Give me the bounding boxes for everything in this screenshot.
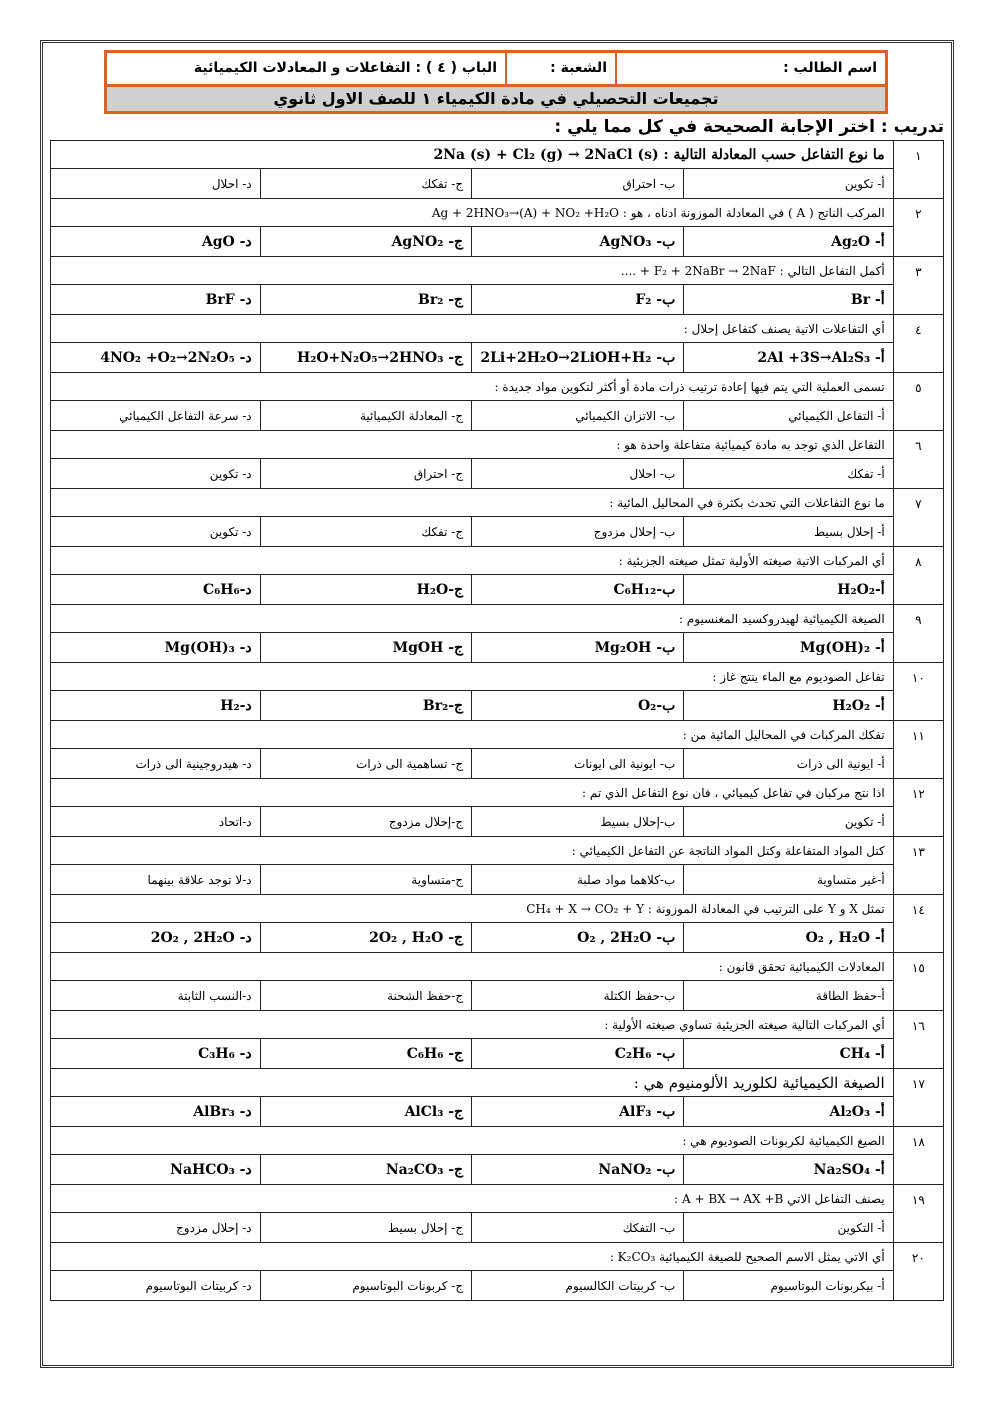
question-text: الصيغة الكيميائية لهيدروكسيد المغنسيوم :: [51, 605, 894, 633]
answer-option[interactable]: أ- ايونية الى ذرات: [684, 749, 893, 779]
question-text: أي المركبات التالية صيغته الجزيئية تساوي صيغته الأولية :: [51, 1011, 894, 1039]
answer-option[interactable]: د-C₆H₆: [51, 575, 261, 605]
answer-option[interactable]: ب-O₂: [472, 691, 684, 721]
question-text: التفاعل الذي توجد به مادة كيميائية متفاعلة واحدة هو :: [51, 431, 894, 459]
answer-option[interactable]: أ-H₂O₂: [684, 575, 893, 605]
question-number: ٧: [893, 489, 943, 547]
question-text: المركب الناتج ( A ) في المعادلة الموزونة ادناه ، هو : Ag + 2HNO₃→(A) + NO₂ +H₂O: [51, 199, 894, 227]
question-text: الصيغ الكيميائية لكربونات الصوديوم هي :: [51, 1127, 894, 1155]
answer-option[interactable]: ب- NaNO₂: [472, 1155, 684, 1185]
question-number: ٩: [893, 605, 943, 663]
question-number: ١٩: [893, 1185, 943, 1243]
options-row: [51, 227, 944, 257]
answer-option[interactable]: ب-حفظ الكتلة: [472, 981, 684, 1011]
content: [50, 50, 944, 1301]
question-row: [51, 199, 944, 227]
question-text: أكمل التفاعل التالي : F₂ + 2NaBr → 2NaF + ....: [51, 257, 894, 285]
instruction: تدريب : اختر الإجابة الصحيحة في كل مما يلي :: [554, 117, 944, 137]
options-row: [51, 1155, 944, 1185]
answer-option[interactable]: ب- F₂: [472, 285, 684, 315]
section-field[interactable]: الشعبة :: [505, 53, 615, 84]
question-text: أي الاتي يمثل الاسم الصحيح للصيغة الكيميائية K₂CO₃ :: [51, 1243, 894, 1271]
answer-option[interactable]: أ- إحلال بسيط: [684, 517, 893, 547]
question-text: تفاعل الصوديوم مع الماء ينتج غاز :: [51, 663, 894, 691]
answer-option[interactable]: د- سرعة التفاعل الكيميائي: [51, 401, 261, 431]
answer-option[interactable]: أ- O₂ , H₂O: [684, 923, 893, 953]
question-number: ٦: [893, 431, 943, 489]
answer-option[interactable]: ب- الاتزان الكيميائي: [472, 401, 684, 431]
answer-option[interactable]: أ- Al₂O₃: [684, 1097, 893, 1127]
answer-option[interactable]: أ- 2Al +3S→Al₂S₃: [684, 343, 893, 373]
answer-option[interactable]: أ- Ag₂O: [684, 227, 893, 257]
question-text: تمثل X و Y على الترتيب في المعادلة الموزونة : CH₄ + X → CO₂ + Y: [51, 895, 894, 923]
answer-option[interactable]: د- BrF: [51, 285, 261, 315]
answer-option[interactable]: ب- احلال: [472, 459, 684, 489]
answer-option[interactable]: ج-متساوية: [260, 865, 471, 895]
options-row: [51, 865, 944, 895]
answer-option[interactable]: ب- AlF₃: [472, 1097, 684, 1127]
answer-option[interactable]: ج- Na₂CO₃: [260, 1155, 471, 1185]
answer-option[interactable]: ج-H₂O: [260, 575, 471, 605]
answer-option[interactable]: د- 2O₂ , 2H₂O: [51, 923, 261, 953]
options-row: [51, 633, 944, 663]
answer-option[interactable]: ج- 2O₂ , H₂O: [260, 923, 471, 953]
answer-option[interactable]: د-النسب الثابتة: [51, 981, 261, 1011]
answer-option[interactable]: أ- تفكك: [684, 459, 893, 489]
answer-option[interactable]: د- Mg(OH)₃: [51, 633, 261, 663]
options-row: [51, 169, 944, 199]
answer-option[interactable]: ب- O₂ , 2H₂O: [472, 923, 684, 953]
answer-option[interactable]: د- تكوين: [51, 459, 261, 489]
options-row: [51, 981, 944, 1011]
answer-option[interactable]: ب-إحلال بسيط: [472, 807, 684, 837]
question-row: [51, 721, 944, 749]
answer-option[interactable]: أ-حفظ الطاقة: [684, 981, 893, 1011]
answer-option[interactable]: أ- بيكربونات البوتاسيوم: [684, 1271, 893, 1301]
answer-option[interactable]: أ- Br: [684, 285, 893, 315]
answer-option[interactable]: د- NaHCO₃: [51, 1155, 261, 1185]
worksheet-title: تجميعات التحصيلي في مادة الكيمياء ١ للصف الاول ثانوي: [107, 84, 885, 111]
options-row: [51, 923, 944, 953]
answer-option[interactable]: د-لا توجد علاقة بينهما: [51, 865, 261, 895]
answer-option[interactable]: ب- C₂H₆: [472, 1039, 684, 1069]
answer-option[interactable]: أ- التكوين: [684, 1213, 893, 1243]
question-text: تفكك المركبات في المحاليل المائية من :: [51, 721, 894, 749]
question-text: ما نوع التفاعلات التي تحدث بكثرة في المحاليل المائية :: [51, 489, 894, 517]
question-text: يصنف التفاعل الاتي A + BX → AX +B :: [51, 1185, 894, 1213]
question-number: ١٠: [893, 663, 943, 721]
question-number: ٢: [893, 199, 943, 257]
answer-option[interactable]: ج- المعادلة الكيميائية: [260, 401, 471, 431]
answer-option[interactable]: ج- Br₂: [260, 285, 471, 315]
answer-option[interactable]: ج- MgOH: [260, 633, 471, 663]
options-row: [51, 517, 944, 547]
answer-option[interactable]: ب- التفكك: [472, 1213, 684, 1243]
question-number: ٣: [893, 257, 943, 315]
options-row: [51, 749, 944, 779]
answer-option[interactable]: ب-كلاهما مواد صلبة: [472, 865, 684, 895]
student-name-field[interactable]: اسم الطالب :: [615, 53, 885, 84]
answer-option[interactable]: ج- تفكك: [260, 517, 471, 547]
question-text: اذا نتج مركبان في تفاعل كيميائي ، فان نوع التفاعل الذي تم :: [51, 779, 894, 807]
header-box: [104, 50, 888, 114]
answer-option[interactable]: أ- التفاعل الكيميائي: [684, 401, 893, 431]
question-text: ما نوع التفاعل حسب المعادلة التالية : 2Na (s) + Cl₂ (g) → 2NaCl (s): [51, 141, 894, 169]
answer-option[interactable]: أ- Mg(OH)₂: [684, 633, 893, 663]
answer-option[interactable]: د- هيدروجينية الى ذرات: [51, 749, 261, 779]
answer-option[interactable]: ج- تساهمية الى ذرات: [260, 749, 471, 779]
question-number: ٨: [893, 547, 943, 605]
question-number: ١١: [893, 721, 943, 779]
answer-option[interactable]: ب- ايونية الى ايونات: [472, 749, 684, 779]
answer-option[interactable]: أ- Na₂SO₄: [684, 1155, 893, 1185]
answer-option[interactable]: د- احلال: [51, 169, 261, 199]
answer-option[interactable]: ج-حفظ الشحنة: [260, 981, 471, 1011]
question-text: كتل المواد المتفاعلة وكتل المواد الناتجة عن التفاعل الكيميائي :: [51, 837, 894, 865]
answer-option[interactable]: د- كربيتات البوتاسيوم: [51, 1271, 261, 1301]
question-number: ٢٠: [893, 1243, 943, 1301]
question-number: ٥: [893, 373, 943, 431]
question-row: [51, 373, 944, 401]
question-text: أي التفاعلات الاتية يصنف كتفاعل إحلال :: [51, 315, 894, 343]
answer-option[interactable]: ب- إحلال مزدوج: [472, 517, 684, 547]
answer-option[interactable]: د- 4NO₂ +O₂→2N₂O₅: [51, 343, 261, 373]
answer-option[interactable]: ب- AgNO₃: [472, 227, 684, 257]
question-row: [51, 141, 944, 169]
question-row: [51, 779, 944, 807]
question-row: [51, 1069, 944, 1097]
options-row: [51, 1213, 944, 1243]
question-row: [51, 663, 944, 691]
question-row: [51, 1011, 944, 1039]
answer-option[interactable]: ج- AlCl₃: [260, 1097, 471, 1127]
options-row: [51, 459, 944, 489]
answer-option[interactable]: ج-Br₂: [260, 691, 471, 721]
question-number: ١: [893, 141, 943, 199]
question-row: [51, 953, 944, 981]
answer-option[interactable]: ج- C₆H₆: [260, 1039, 471, 1069]
options-row: [51, 691, 944, 721]
answer-option[interactable]: ب- Mg₂OH: [472, 633, 684, 663]
question-number: ١٤: [893, 895, 943, 953]
answer-option[interactable]: أ- تكوين: [684, 807, 893, 837]
answer-option[interactable]: ج- إحلال بسيط: [260, 1213, 471, 1243]
question-number: ١٨: [893, 1127, 943, 1185]
answer-option[interactable]: د-H₂: [51, 691, 261, 721]
question-text: تسمى العملية التي يتم فيها إعادة ترتيب ذرات مادة أو أكثر لتكوين مواد جديدة :: [51, 373, 894, 401]
question-row: [51, 1243, 944, 1271]
question-text: الصيغة الكيميائية لكلوريد الألومنيوم هي :: [51, 1069, 894, 1097]
question-row: [51, 315, 944, 343]
options-row: [51, 1097, 944, 1127]
question-number: ١٥: [893, 953, 943, 1011]
answer-option[interactable]: ج- احتراق: [260, 459, 471, 489]
options-row: [51, 807, 944, 837]
answer-option[interactable]: د- تكوين: [51, 517, 261, 547]
question-text: المعادلات الكيميائية تحقق قانون :: [51, 953, 894, 981]
question-row: [51, 895, 944, 923]
answer-option[interactable]: أ-غير متساوية: [684, 865, 893, 895]
question-row: [51, 837, 944, 865]
answer-option[interactable]: د- C₃H₆: [51, 1039, 261, 1069]
answer-option[interactable]: ب- 2Li+2H₂O→2LiOH+H₂: [472, 343, 684, 373]
answer-option[interactable]: د- إحلال مزدوج: [51, 1213, 261, 1243]
answer-option[interactable]: د- AgO: [51, 227, 261, 257]
questions-table: [50, 140, 944, 1301]
options-row: [51, 401, 944, 431]
question-number: ١٦: [893, 1011, 943, 1069]
answer-option[interactable]: ب- كربيتات الكالسيوم: [472, 1271, 684, 1301]
answer-option[interactable]: ج- كربونات البوتاسيوم: [260, 1271, 471, 1301]
answer-option[interactable]: أ- CH₄: [684, 1039, 893, 1069]
question-row: [51, 489, 944, 517]
question-number: ١٧: [893, 1069, 943, 1127]
answer-option[interactable]: ج- AgNO₂: [260, 227, 471, 257]
answer-option[interactable]: د- AlBr₃: [51, 1097, 261, 1127]
answer-option[interactable]: ج- تفكك: [260, 169, 471, 199]
options-row: [51, 575, 944, 605]
question-row: [51, 257, 944, 285]
options-row: [51, 1039, 944, 1069]
question-number: ٤: [893, 315, 943, 373]
answer-option[interactable]: ج- H₂O+N₂O₅→2HNO₃: [260, 343, 471, 373]
question-row: [51, 547, 944, 575]
question-row: [51, 1127, 944, 1155]
options-row: [51, 285, 944, 315]
options-row: [51, 343, 944, 373]
answer-option[interactable]: أ- تكوين: [684, 169, 893, 199]
question-number: ١٢: [893, 779, 943, 837]
answer-option[interactable]: ب-C₆H₁₂: [472, 575, 684, 605]
question-row: [51, 1185, 944, 1213]
question-text: أي المركبات الاتية صيغته الأولية تمثل صيغته الجزيئية :: [51, 547, 894, 575]
answer-option[interactable]: ج-إحلال مزدوج: [260, 807, 471, 837]
question-row: [51, 605, 944, 633]
answer-option[interactable]: ب- احتراق: [472, 169, 684, 199]
chapter-label: الباب ( ٤ ) : التفاعلات و المعادلات الكيميائية: [193, 60, 497, 76]
question-number: ١٣: [893, 837, 943, 895]
question-row: [51, 431, 944, 459]
answer-option[interactable]: د-اتحاد: [51, 807, 261, 837]
options-row: [51, 1271, 944, 1301]
answer-option[interactable]: أ- H₂O₂: [684, 691, 893, 721]
